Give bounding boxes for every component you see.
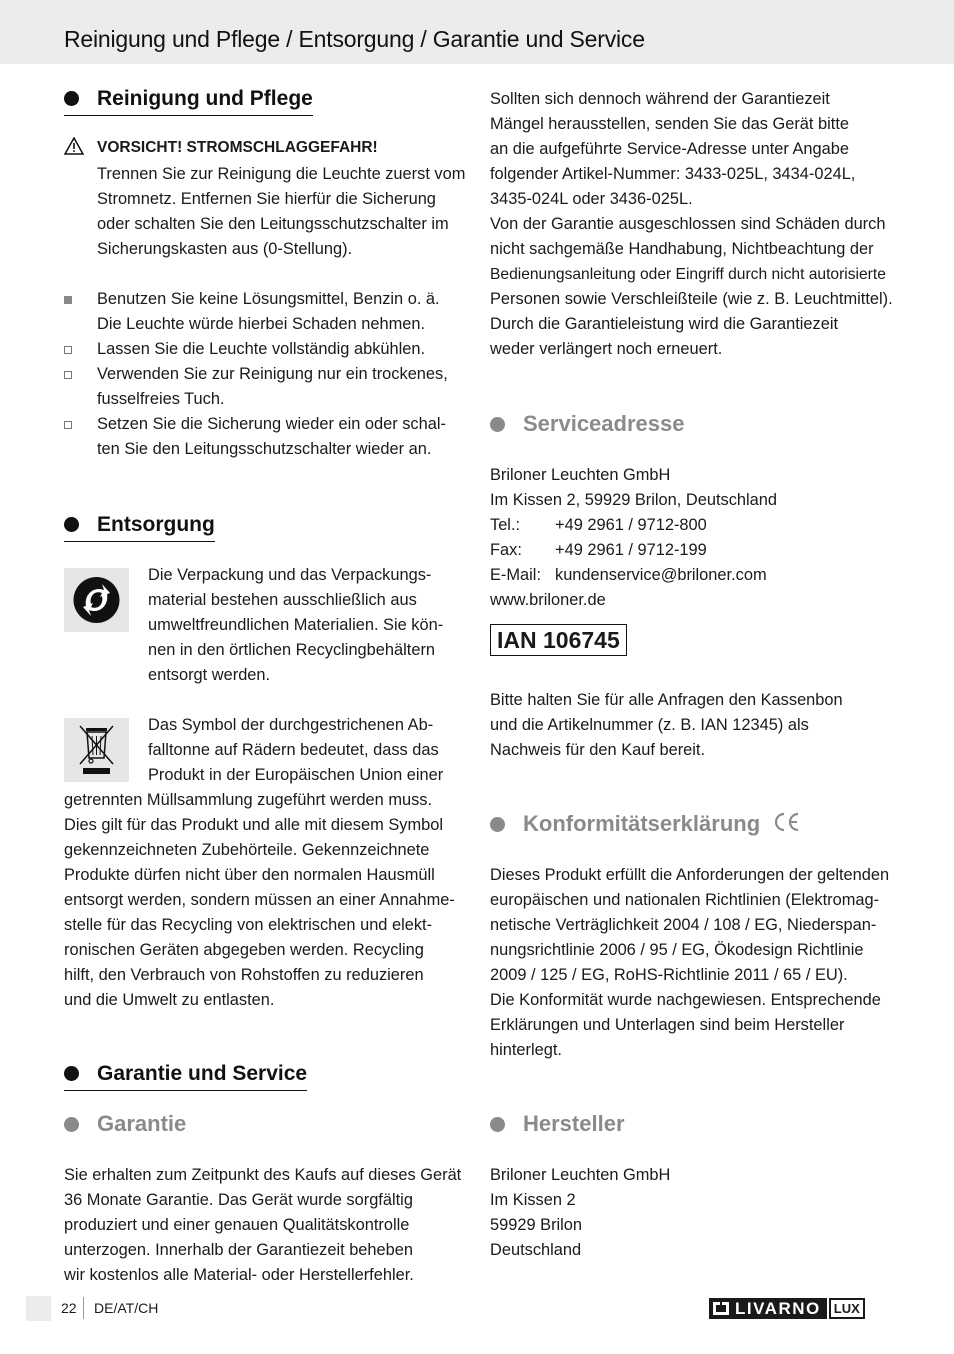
garantie-continued-text: Sollten sich dennoch während der Garantiezeit Mängel herausstellen, senden Sie das Gerät bitte an die aufgeführte Service-Adresse unter Angabe folgender Artikel-Nummer: 3433-025L, 3434-024L, 3435-024L oder 3436-025L. Von der Garantie ausgeschlossen sind Schäden durch nicht sachgemäße Handhabung, Nichtbeachtung der Bedienungsanleitung oder Eingriff durch nicht autorisierte Personen sowie Verschleißteile (wie z. B. Leuchtmittel). Durch die Garantieleistung wird die Garantiezeit weder verlängert noch erneuert. xyxy=(490,90,893,358)
subsection-bullet-icon xyxy=(490,817,505,832)
heading-konformitaet: Konformitätserklärung xyxy=(490,811,800,838)
garantie-text: Sie erhalten zum Zeitpunkt des Kaufs auf dieses Gerät 36 Monate Garantie. Das Gerät wurde sorgfältig produziert und einer genauen Qualitätskontrolle unterzogen. Innerhalb der Garantiezeit beheben wir kostenlos alle Material- oder Herstellerfehler. xyxy=(64,1166,462,1284)
hersteller-address: Briloner Leuchten GmbH Im Kissen 2 59929 Brilon Deutschland xyxy=(490,1166,671,1259)
brand-suffix: LUX xyxy=(829,1298,865,1319)
tel-row: Tel.: +49 2961 / 9712-800 xyxy=(490,516,707,534)
warning-text: Trennen Sie zur Reinigung die Leuchte zuerst vom Stromnetz. Entfernen Sie hierfür die Sicherung oder schalten Sie den Leitungsschutzschalter im Sicherungskasten aus (0-Stellung). xyxy=(97,165,466,258)
warning-triangle-icon xyxy=(64,137,84,160)
section-bullet-icon xyxy=(64,91,79,106)
brand-logo xyxy=(709,1298,865,1319)
square-bullet-icon xyxy=(64,296,72,304)
list-item: Setzen Sie die Sicherung wieder ein oder schal- ten Sie den Leitungsschutzschalter wieder an. xyxy=(64,412,484,462)
care-list xyxy=(64,287,484,462)
ian-box: IAN 106745 xyxy=(490,624,627,656)
square-bullet-icon xyxy=(64,371,72,379)
heading-entsorgung: Entsorgung xyxy=(64,512,215,542)
heading-serviceadresse: Serviceadresse xyxy=(490,411,684,437)
heading-hersteller: Hersteller xyxy=(490,1111,625,1137)
page-number: 22 xyxy=(61,1300,77,1316)
ce-mark-icon xyxy=(772,812,800,838)
crossed-bin-icon xyxy=(64,718,129,782)
brand-mark-icon xyxy=(713,1302,729,1315)
email-row: E-Mail: kundenservice@briloner.com xyxy=(490,563,777,588)
heading-reinigung: Reinigung und Pflege xyxy=(64,86,313,116)
list-item: Lassen Sie die Leuchte vollständig abkühlen. xyxy=(64,337,484,362)
subsection-bullet-icon xyxy=(490,417,505,432)
heading-garantie-service: Garantie und Service xyxy=(64,1061,307,1091)
subsection-bullet-icon xyxy=(490,1117,505,1132)
heading-garantie: Garantie xyxy=(64,1111,186,1137)
brand-main: LIVARNO xyxy=(709,1298,827,1319)
square-bullet-icon xyxy=(64,346,72,354)
list-item: Benutzen Sie keine Lösungsmittel, Benzin o. ä. Die Leuchte würde hierbei Schaden nehmen. xyxy=(64,287,484,337)
page-title: Reinigung und Pflege / Entsorgung / Garantie und Service xyxy=(64,26,645,52)
section-bullet-icon xyxy=(64,517,79,532)
service-address: Briloner Leuchten GmbH Im Kissen 2, 59929 Brilon, Deutschland Tel.: +49 2961 / 9712-800 Fax: +49 2961 / 9712-199 E-Mail: kundenservice@briloner.com www.briloner.de xyxy=(490,463,777,613)
footer-tab xyxy=(26,1296,51,1321)
email-link[interactable]: kundenservice@briloner.com xyxy=(555,566,767,584)
website-link[interactable]: www.briloner.de xyxy=(490,591,606,609)
footer-divider xyxy=(83,1297,84,1319)
fax-row: Fax: +49 2961 / 9712-199 xyxy=(490,541,707,559)
weee-text-long: getrennten Müllsammlung zugeführt werden muss. Dies gilt für das Produkt und alle mit diesem Symbol gekennzeichneten Zubehörteile. Gekennzeichnete Produkte dürfen nicht über den normalen Hausmüll entsorgt werden, sondern müssen an einer Annahme- stelle für das Recycling von elektrischen und elekt- ronischen Geräten abgegeben werden. Recycling hilft, den Verbrauch von Rohstoffen zu reduzieren und die Umwelt zu entlasten. xyxy=(64,791,455,1009)
section-bullet-icon xyxy=(64,1066,79,1081)
language-codes: DE/AT/CH xyxy=(94,1300,159,1316)
receipt-note: Bitte halten Sie für alle Anfragen den Kassenbon und die Artikelnummer (z. B. IAN 12345) als Nachweis für den Kauf bereit. xyxy=(490,691,843,759)
recycling-text: Die Verpackung und das Verpackungs- material bestehen ausschließlich aus umweltfreundlichen Materialien. Sie kön- nen in den örtlichen Recyclingbehältern entsorgt werden. xyxy=(148,566,444,684)
recycling-symbol-icon xyxy=(64,568,129,632)
square-bullet-icon xyxy=(64,421,72,429)
list-item: Verwenden Sie zur Reinigung nur ein trockenes, fusselfreies Tuch. xyxy=(64,362,484,412)
konformitaet-text: Dieses Produkt erfüllt die Anforderungen der geltenden europäischen und nationalen Richtlinien (Elektromag- netische Verträglichkeit 2004 / 108 / EG, Niederspan- nungsrichtlinie 2006 / 95 / EG, Ökodesign Richtlinie 2009 / 125 / EG, RoHS-Richtlinie 2011 / 65 / EU). Die Konformität wurde nachgewiesen. Entsprechende Erklärungen und Unterlagen sind beim Hersteller hinterlegt. xyxy=(490,866,890,1059)
subsection-bullet-icon xyxy=(64,1117,79,1132)
weee-text-short: Das Symbol der durchgestrichenen Ab- falltonne auf Rädern bedeutet, dass das Produkt in der Europäischen Union einer xyxy=(148,716,444,784)
warning-title: VORSICHT! STROMSCHLAGGEFAHR! xyxy=(97,139,378,156)
